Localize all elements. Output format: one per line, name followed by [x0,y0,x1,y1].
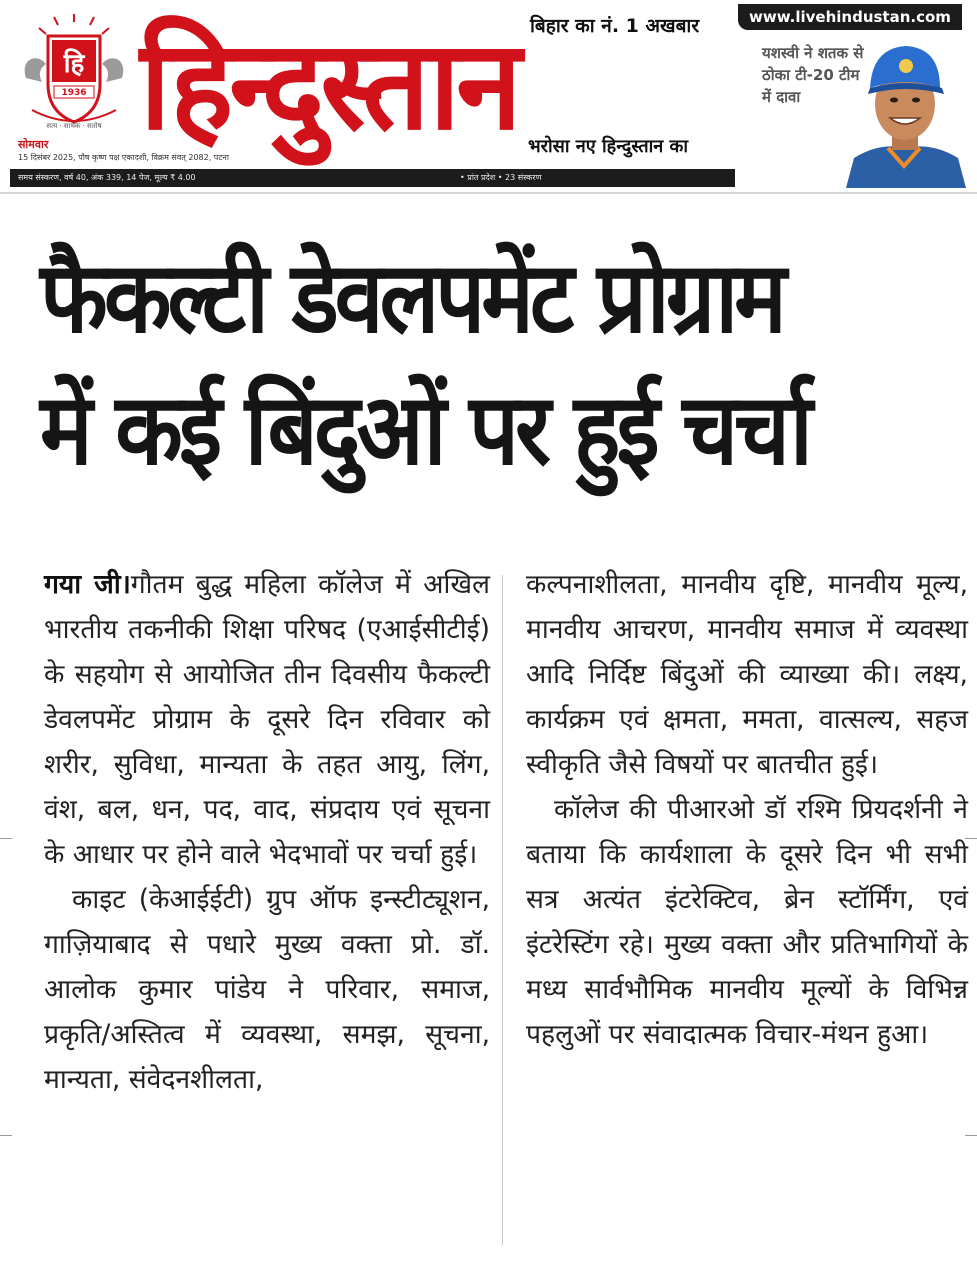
article-column-right [526,562,968,1057]
masthead-divider [0,192,977,194]
article-headline [40,232,965,496]
paragraph: काइट (केआईईटी) ग्रुप ऑफ इन्स्टीट्यूशन, गाज़ियाबाद से पधारे मुख्य वक्ता प्रो. डॉ. आलोक कुमार पांडेय ने परिवार, समाज, प्रकृति/अस्तित्व में व्यवस्था, समझ, सूचना, मान्यता, संवेदनशीलता, [44,884,490,1095]
promo-box[interactable] [748,30,970,188]
crop-mark [0,838,12,839]
headline-line-2: में कई बिंदुओं पर हुई चर्चा [40,371,809,488]
emblem-year: 1936 [61,88,87,98]
masthead [0,0,977,190]
crop-mark [0,1135,12,1136]
cricketer-photo [840,30,970,188]
edition-date: 15 दिसंबर 2025, पौष कृष्ण पक्ष एकादशी, विक्रम संवत् 2082, पटना [18,153,229,162]
tagline-top: बिहार का नं. 1 अखबार [530,15,700,37]
article-column-left [44,562,490,1102]
tagline-bottom: भरोसा नए हिन्दुस्तान का [528,136,688,157]
headline-line-1: फैकल्टी डेवलपमेंट प्रोग्राम [40,239,783,356]
paragraph: कल्पनाशीलता, मानवीय दृष्टि, मानवीय मूल्य, मानवीय आचरण, मानवीय समाज में व्यवस्था आदि निर्दिष्ट बिंदुओं की व्याख्या की। लक्ष्य, कार्यक्रम एवं क्षमता, ममता, वात्सल्य, सहज स्वीकृति जैसे विषयों पर बातचीत हुई। [526,569,968,780]
newspaper-title: हिन्दुस्तान [140,12,518,158]
article-dateline: गया जी। [44,569,131,600]
newspaper-emblem-logo [18,14,130,134]
paragraph [44,562,490,877]
column-divider [502,575,503,1245]
paragraph-text: गौतम बुद्ध महिला कॉलेज में अखिल भारतीय तकनीकी शिक्षा परिषद (एआईसीटीई) के सहयोग से आयोजित तीन दिवसीय फैकल्टी डेवलपमेंट प्रोग्राम के दूसरे दिन रविवार को शरीर, सुविधा, मान्यता के तहत आयु, लिंग, वंश, बल, धन, पद, वाद, संप्रदाय एवं सूचना के आधार पर होने वाले भेदभावों पर चर्चा हुई। [44,569,491,870]
edition-info-left: समय संस्करण, वर्ष 40, अंक 339, 14 पेज, मूल्य ₹ 4.00 [18,173,196,182]
crop-mark [965,838,977,839]
edition-day: सोमवार [18,138,49,151]
crop-mark [965,1135,977,1136]
emblem-letter: हि [63,49,85,79]
emblem-icon [18,14,130,134]
website-link[interactable]: www.livehindustan.com [738,4,962,30]
emblem-motto: सत्य · सार्थक · सतोष [46,122,102,130]
promo-headline[interactable]: यशस्वी ने शतक से ठोका टी-20 टीम में दावा [762,44,864,106]
paragraph: कॉलेज की पीआरओ डॉ रश्मि प्रियदर्शनी ने बताया कि कार्यशाला के दूसरे दिन भी सभी सत्र अत्यंत इंटरेक्टिव, ब्रेन स्टॉर्मिंग, एवं इंटरेस्टिंग रहे। मुख्य वक्ता और प्रतिभागियों के मध्य सार्वभौमिक मानवीय मूल्यों के विभिन्न पहलुओं पर संवादात्मक विचार-मंथन हुआ। [526,794,968,1050]
edition-info-bar [10,169,735,187]
edition-info-right: • प्रांत प्रदेश • 23 संस्करण [460,173,542,182]
